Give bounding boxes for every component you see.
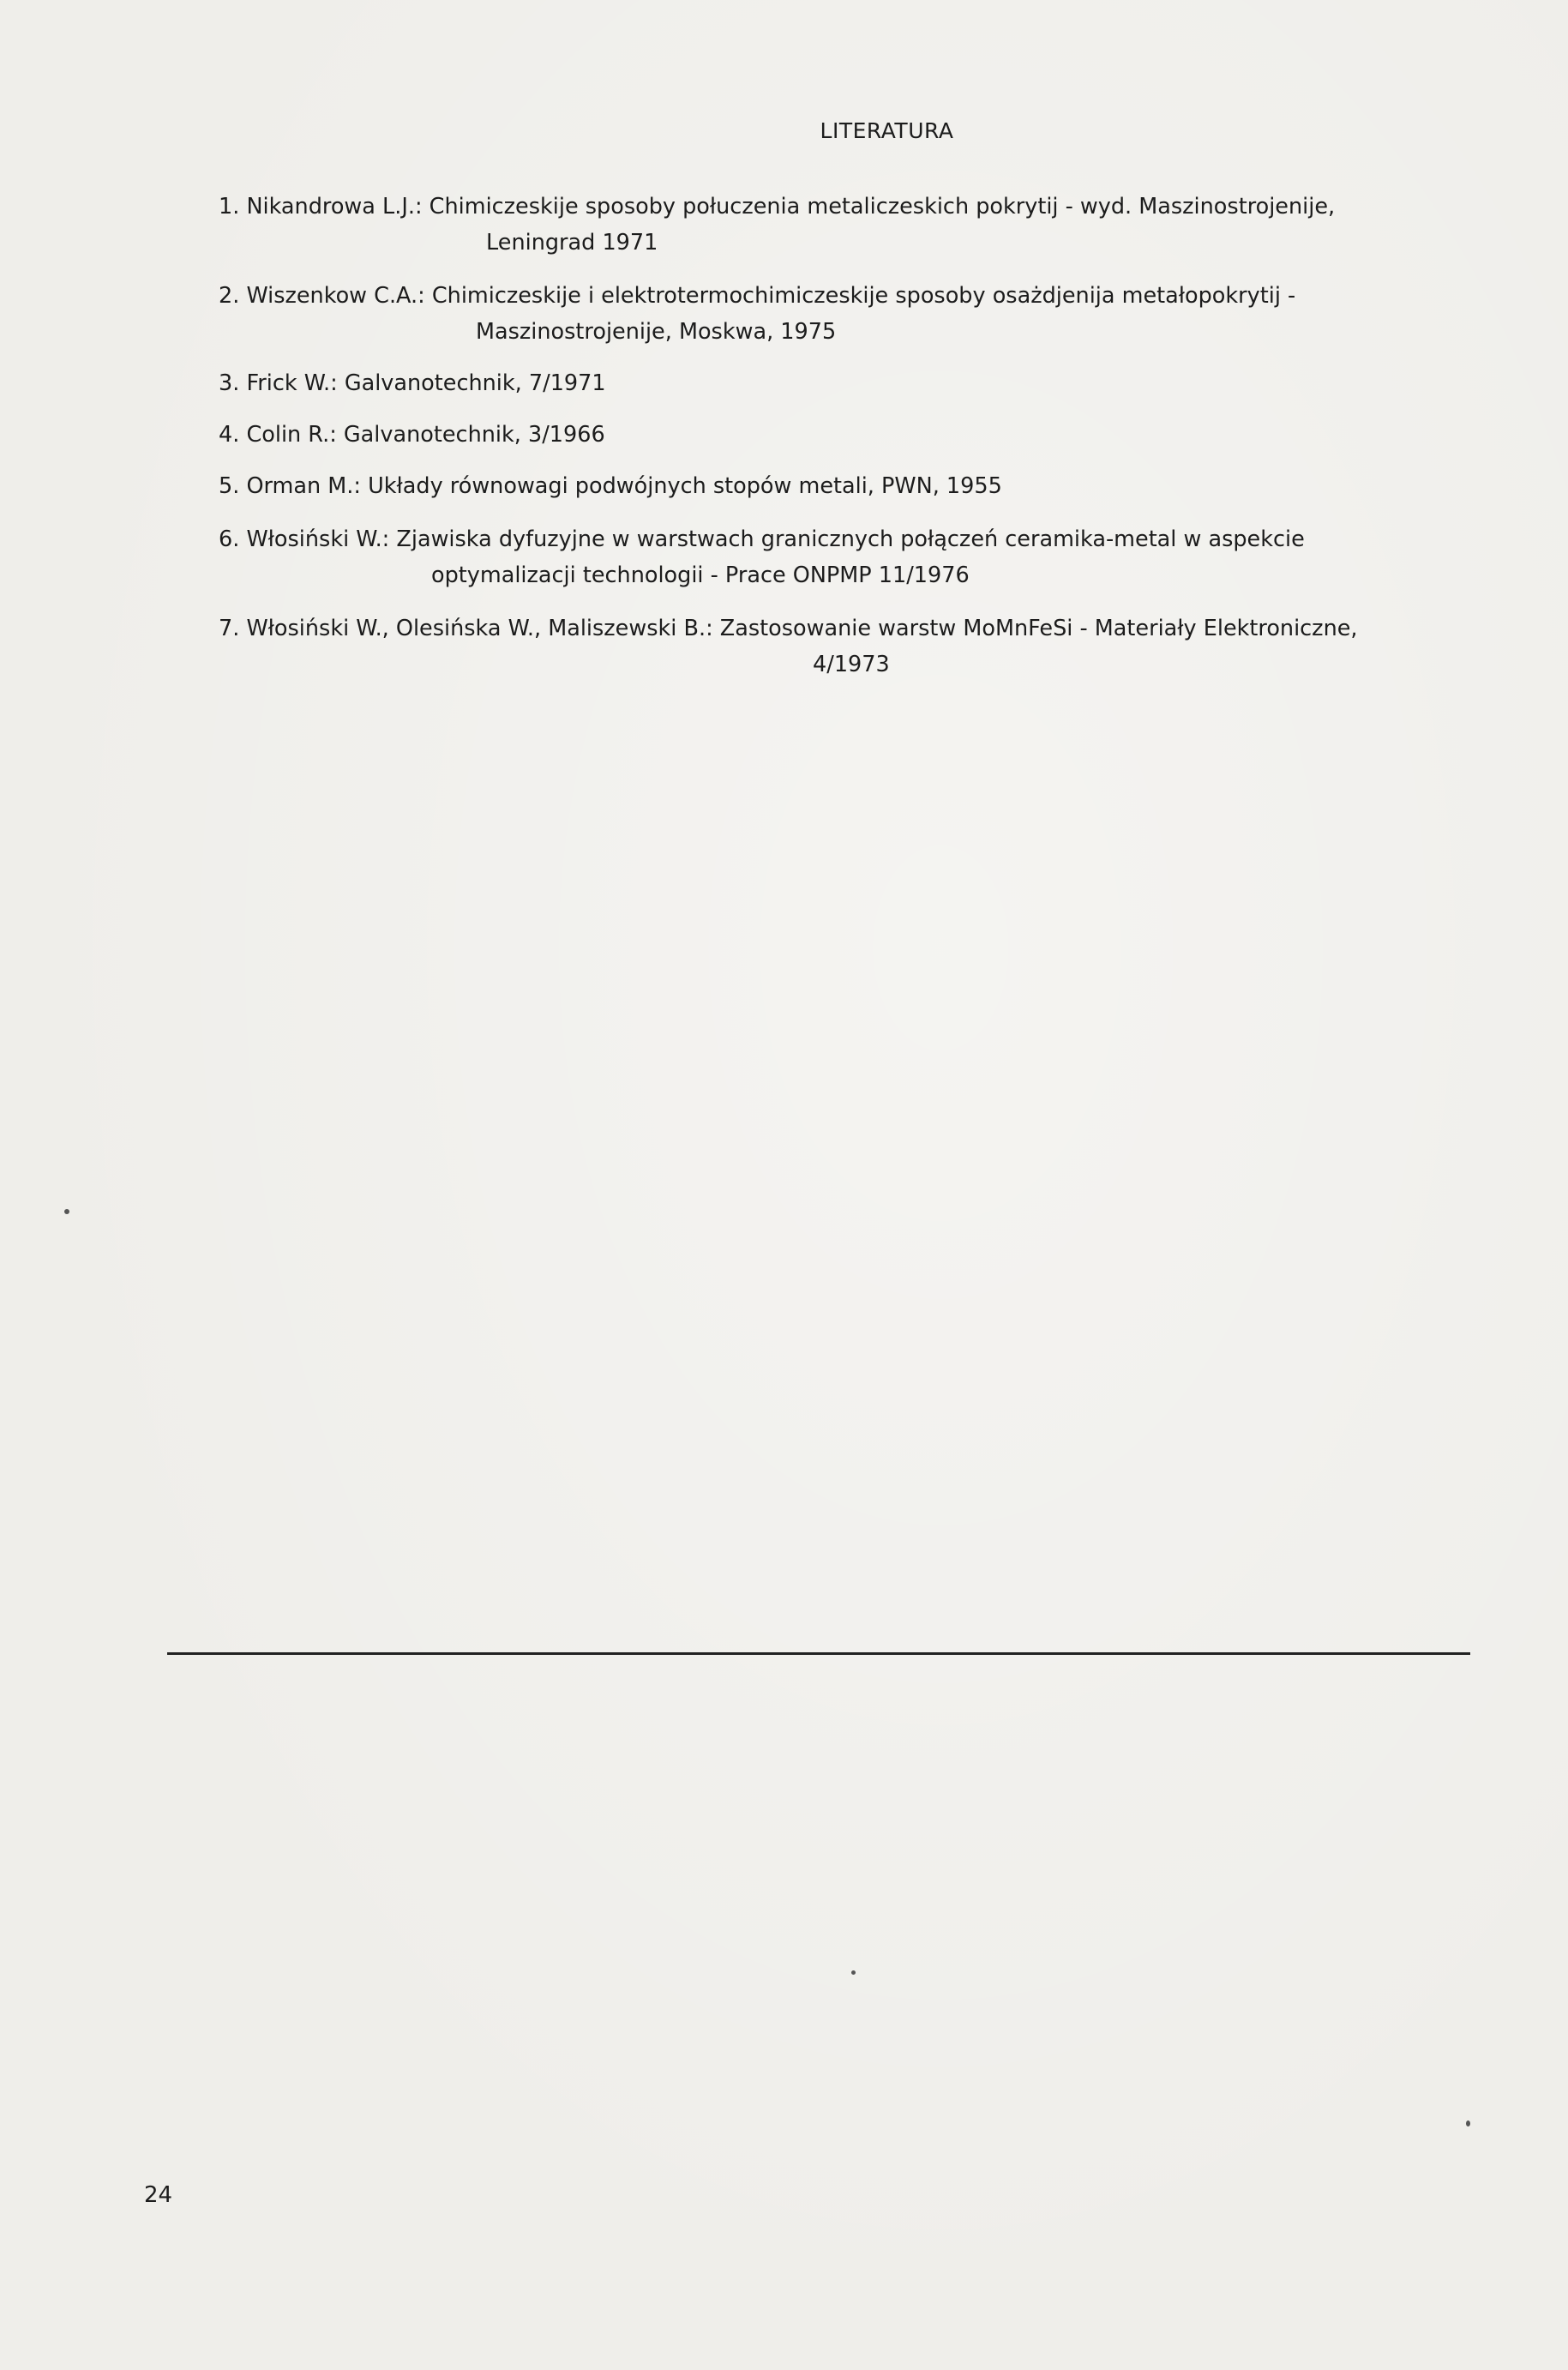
reference-continuation: Maszinostrojenije, Moskwa, 1975 [476, 319, 837, 345]
reference-author: Nikandrowa L.J.: [246, 194, 423, 220]
reference-continuation: 4/1973 [813, 652, 890, 677]
reference-number: 1. [219, 194, 240, 220]
reference-text: Galvanotechnik, 3/1966 [343, 422, 605, 448]
reference-author: Frick W.: [246, 370, 338, 396]
reference-item [219, 278, 1505, 350]
scan-speck [1466, 2120, 1470, 2126]
reference-item [219, 417, 1505, 453]
page-number: 24 [144, 2182, 173, 2208]
reference-item [219, 365, 1505, 401]
reference-author: Wiszenkow C.A.: [246, 283, 425, 309]
reference-list [219, 189, 1505, 696]
reference-item [219, 189, 1505, 261]
reference-text: Chimiczeskije i elektrotermochimiczeskije sposoby osażdjenija metałopokrytij - [431, 283, 1296, 309]
footnote-rule [167, 1652, 1470, 1655]
reference-text: Układy równowagi podwójnych stopów metali, PWN, 1955 [368, 473, 1002, 499]
reference-author: Orman M.: [246, 473, 361, 499]
reference-continuation: Leningrad 1971 [486, 230, 658, 256]
scan-speck [64, 1209, 69, 1214]
reference-number: 3. [219, 370, 240, 396]
reference-number: 7. [219, 616, 240, 641]
reference-text: Galvanotechnik, 7/1971 [344, 370, 606, 396]
reference-number: 4. [219, 422, 240, 448]
scan-speck [851, 1970, 856, 1975]
page-heading [0, 118, 1568, 143]
reference-item [219, 468, 1505, 504]
heading-text: LITERATURA [820, 118, 954, 143]
reference-item [219, 521, 1505, 593]
reference-number: 6. [219, 526, 240, 552]
reference-author: Colin R.: [246, 422, 337, 448]
reference-text: Chimiczeskije sposoby połuczenia metaliczeskich pokrytij - wyd. Maszinostrojenije, [429, 194, 1336, 220]
reference-author: Włosiński W., Olesińska W., Maliszewski B.: [246, 616, 713, 641]
reference-continuation: optymalizacji technologii - Prace ONPMP 11/1976 [431, 562, 970, 588]
reference-item [219, 611, 1505, 683]
reference-author: Włosiński W.: [246, 526, 390, 552]
reference-text: Zjawiska dyfuzyjne w warstwach granicznych połączeń ceramika-metal w aspekcie [396, 526, 1305, 552]
reference-number: 5. [219, 473, 240, 499]
reference-number: 2. [219, 283, 240, 309]
reference-text: Zastosowanie warstw MoMnFeSi - Materiały Elektroniczne, [719, 616, 1358, 641]
